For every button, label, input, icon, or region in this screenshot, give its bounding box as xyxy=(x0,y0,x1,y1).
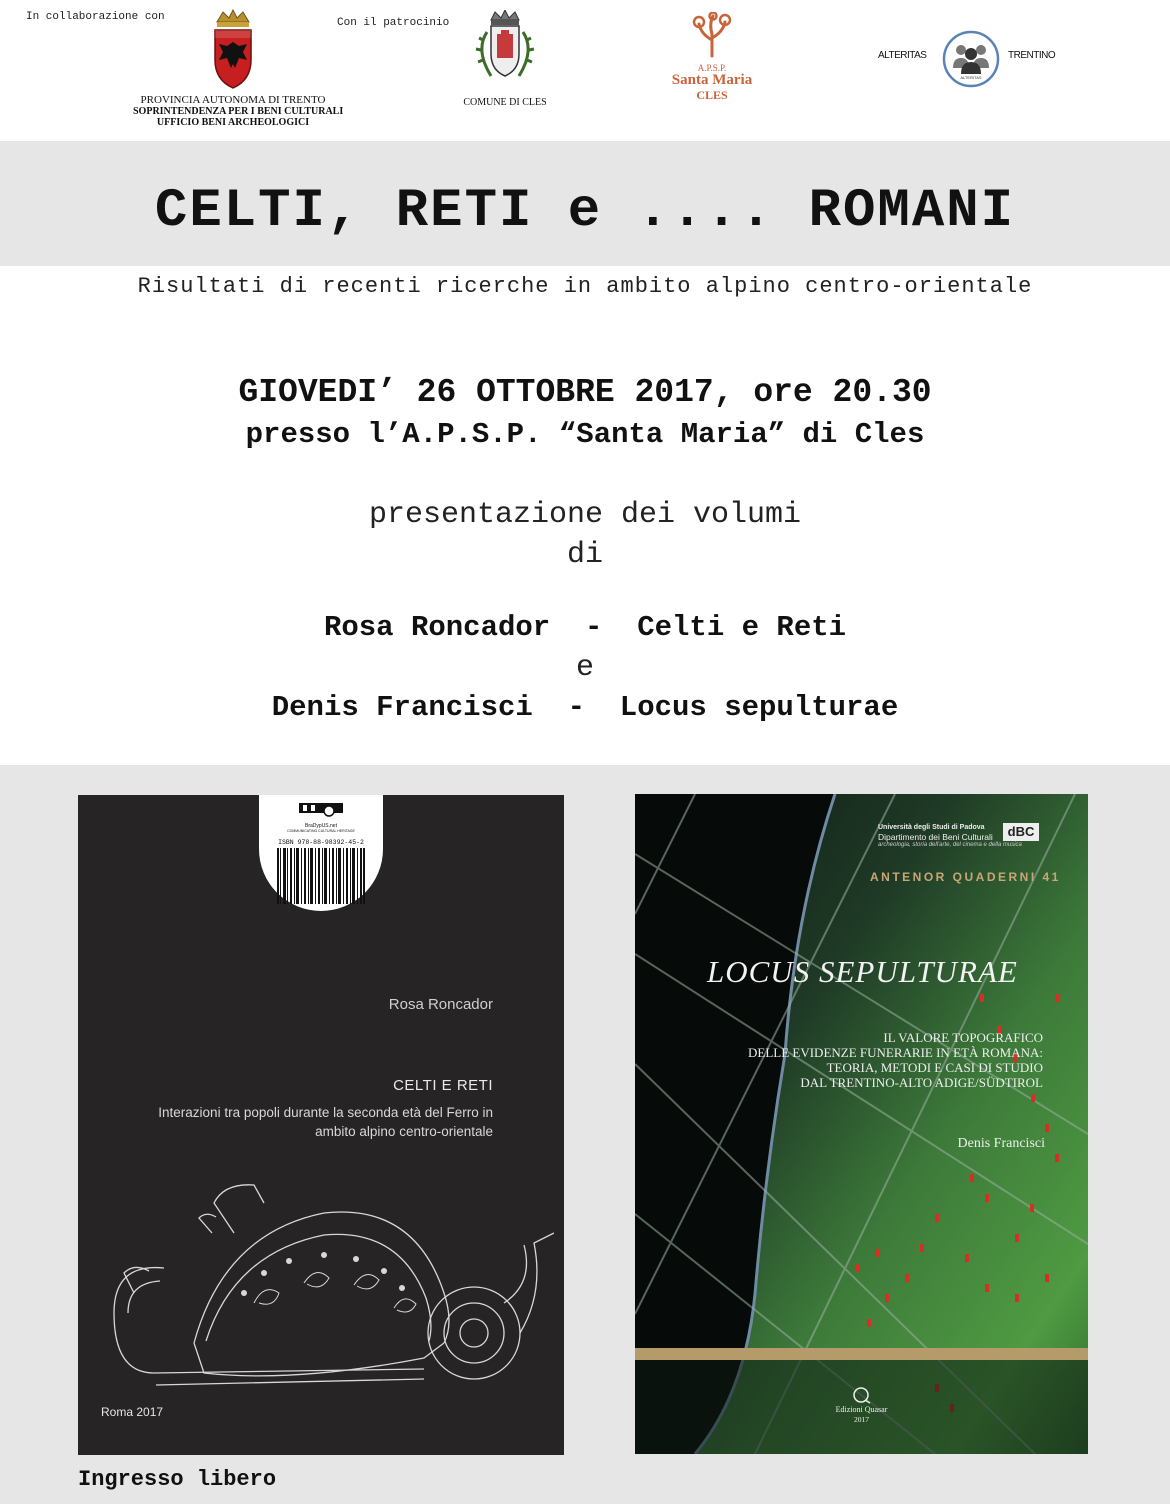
event-date: GIOVEDI’ 26 OTTOBRE 2017, ore 20.30 xyxy=(238,374,932,411)
alteritas-ring-text: ALTERITAS xyxy=(960,75,982,80)
provincia-logo: PROVINCIA AUTONOMA DI TRENTO SOPRINTENDENZA PER I BENI CULTURALI UFFICIO BENI ARCHEOLOGICI xyxy=(133,8,333,128)
apsp-logo: A.P.S.P. Santa Maria CLES xyxy=(647,12,777,103)
book1-author: Rosa Roncador xyxy=(388,996,493,1013)
barcode-icon xyxy=(277,848,365,904)
book-entry-conjunction: e xyxy=(575,651,594,685)
comune-crest-icon xyxy=(469,10,541,88)
free-entry: Ingresso libero xyxy=(78,1467,277,1492)
cover-map-background xyxy=(635,794,1088,1454)
book-entry-francisci: Denis Francisci - Locus sepulturae xyxy=(271,691,899,724)
page-title: CELTI, RETI e .... ROMANI xyxy=(154,181,1016,242)
book2-publisher: Edizioni Quasar xyxy=(835,1405,888,1414)
book-cover-celti-e-reti xyxy=(78,795,564,1455)
book2-uni: Università degli Studi di Padova xyxy=(878,824,985,831)
isbn-sticker: BraDypUS.net COMMUNICATING CULTURAL HERITAGE ISBN 978-88-98392-45-2 xyxy=(259,795,383,911)
sponsor-header xyxy=(0,0,1170,141)
tree-icon xyxy=(687,12,737,58)
book1-subtitle-2: ambito alpino centro-orientale xyxy=(315,1124,493,1139)
book2-author: Denis Francisci xyxy=(957,1136,1045,1151)
people-group-icon xyxy=(942,30,1000,88)
event-place: presso l’A.P.S.P. “Santa Maria” di Cles xyxy=(245,418,925,451)
patronage-label: Con il patrocinio xyxy=(337,17,450,29)
book1-subtitle-1: Interazioni tra popoli durante la seconda età del Ferro in xyxy=(158,1105,493,1120)
page-subtitle: Risultati di recenti ricerche in ambito alpino centro-orientale xyxy=(137,274,1033,299)
presentation-line: presentazione dei volumi xyxy=(368,498,802,532)
book2-dept-logo: dBC xyxy=(1003,823,1039,841)
book2-dept-sub: archeologia, storia dell'arte, del cinema e della musica xyxy=(878,842,1022,848)
book2-title: LOCUS SEPULTURAE xyxy=(707,954,1018,989)
book2-dept: Dipartimento dei Beni Culturali xyxy=(878,832,993,842)
book-entry-roncador: Rosa Roncador - Celti e Reti xyxy=(323,611,847,644)
book1-title: CELTI E RETI xyxy=(393,1077,493,1094)
comune-logo: COMUNE DI CLES xyxy=(455,10,555,108)
collab-label: In collaborazione con xyxy=(26,11,165,23)
book2-series: ANTENOR QUADERNI 41 xyxy=(870,870,1061,884)
book-cover-locus-sepulturae xyxy=(635,794,1088,1454)
fibula-drawing-icon xyxy=(94,1173,554,1405)
alteritas-logo: ALTERITAS ALTERITAS TRENTINO xyxy=(878,30,1068,90)
book2-year: 2017 xyxy=(854,1415,869,1424)
provincia-crest-icon xyxy=(209,8,257,90)
presentation-di: di xyxy=(566,538,603,572)
book1-place: Roma 2017 xyxy=(101,1405,164,1419)
publisher-logo-icon xyxy=(297,801,345,823)
book2-subtitle: IL VALORE TOPOGRAFICO DELLE EVIDENZE FUNERARIE IN ETÀ ROMANA: TEORIA, METODI E CASI DI STUDIO DAL TRENTINO-ALTO ADIGE/SÜDTIROL xyxy=(748,1030,1043,1090)
quasar-logo-icon xyxy=(849,1386,873,1404)
